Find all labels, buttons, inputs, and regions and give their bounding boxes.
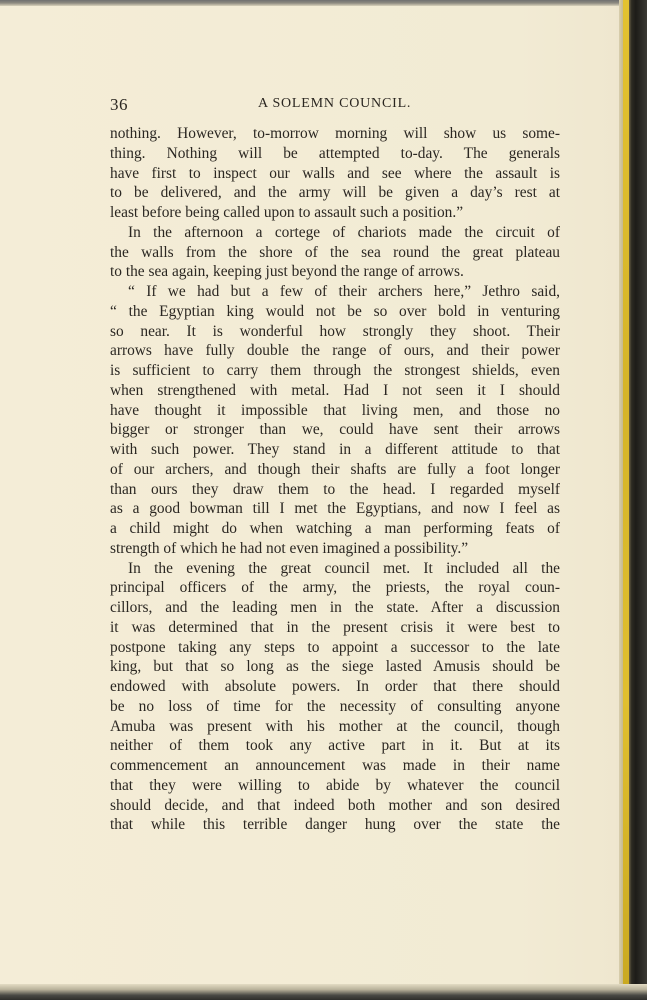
text-line: postpone taking any steps to appoint a successor to the late: [110, 638, 560, 656]
text-line: should decide, and that indeed both mother and son desired: [110, 796, 560, 814]
text-line: arrows have fully double the range of ours, and their power: [110, 342, 560, 360]
text-line: a child might do when watching a man performing feats of: [110, 520, 560, 537]
text-line: that they were willing to abide by whatever the council: [110, 776, 560, 794]
text-line: to be delivered, and the army will be given a day’s rest at: [110, 184, 560, 202]
text-line: thing. Nothing will be attempted to-day. The generals: [110, 144, 560, 162]
text-line: “ the Egyptian king would not be so over bold in venturing: [110, 302, 560, 320]
text-line: least before being called upon to assault such a position.”: [110, 204, 464, 221]
text-line: bigger or stronger than we, could have sent their arrows: [110, 421, 560, 439]
text-line: that while this terrible danger hung over the state the: [110, 816, 560, 834]
text-line: have first to inspect our walls and see where the assault is: [110, 164, 560, 182]
page-bottom-edge: [0, 984, 647, 1000]
text-line: have thought it impossible that living men, and those no: [110, 401, 560, 419]
text-line: In the afternoon a cortege of chariots made the circuit of: [128, 223, 560, 241]
book-spine-gilt: [623, 0, 629, 1000]
text-line: the walls from the shore of the sea round the great plateau: [110, 243, 560, 261]
text-line: endowed with absolute powers. In order that there should: [110, 678, 560, 695]
text-line: be no loss of time for the necessity of consulting anyone: [110, 697, 560, 715]
text-line: neither of them took any active part in it. But at its: [110, 737, 560, 755]
text-line: commencement an announcement was made in their name: [110, 757, 560, 774]
text-line: principal officers of the army, the priests, the royal coun-: [110, 579, 560, 597]
chapter-running-title: A SOLEMN COUNCIL.: [258, 96, 412, 111]
running-head: [0, 95, 647, 117]
page-top-edge: [0, 0, 647, 6]
text-line: as a good bowman till I met the Egyptians, and now I feel as: [110, 500, 560, 518]
text-line: king, but that so long as the siege lasted Amusis should be: [110, 658, 560, 676]
text-line: of our archers, and though their shafts are fully a foot longer: [110, 460, 560, 478]
body-text: [110, 124, 560, 835]
text-line: strength of which he had not even imagined a possibility.”: [110, 539, 469, 557]
text-line: is sufficient to carry them through the strongest shields, even: [110, 362, 560, 379]
text-line: nothing. However, to-morrow morning will show us some-: [110, 125, 560, 142]
text-line: to the sea again, keeping just beyond the range of arrows.: [110, 263, 464, 281]
text-line: “ If we had but a few of their archers here,” Jethro said,: [128, 283, 560, 300]
text-line: so near. It is wonderful how strongly they shoot. Their: [110, 322, 560, 340]
text-line: Amuba was present with his mother at the council, though: [110, 717, 560, 735]
text-line: when strengthened with metal. Had I not seen it I should: [110, 381, 560, 399]
text-line: cillors, and the leading men in the state. After a discussion: [110, 599, 560, 616]
text-line: In the evening the great council met. It included all the: [128, 559, 560, 577]
text-line: it was determined that in the present crisis it were best to: [110, 618, 560, 636]
text-line: with such power. They stand in a different attitude to that: [110, 441, 560, 458]
page-number: 36: [110, 95, 128, 114]
text-line: than ours they draw them to the head. I regarded myself: [110, 480, 560, 498]
